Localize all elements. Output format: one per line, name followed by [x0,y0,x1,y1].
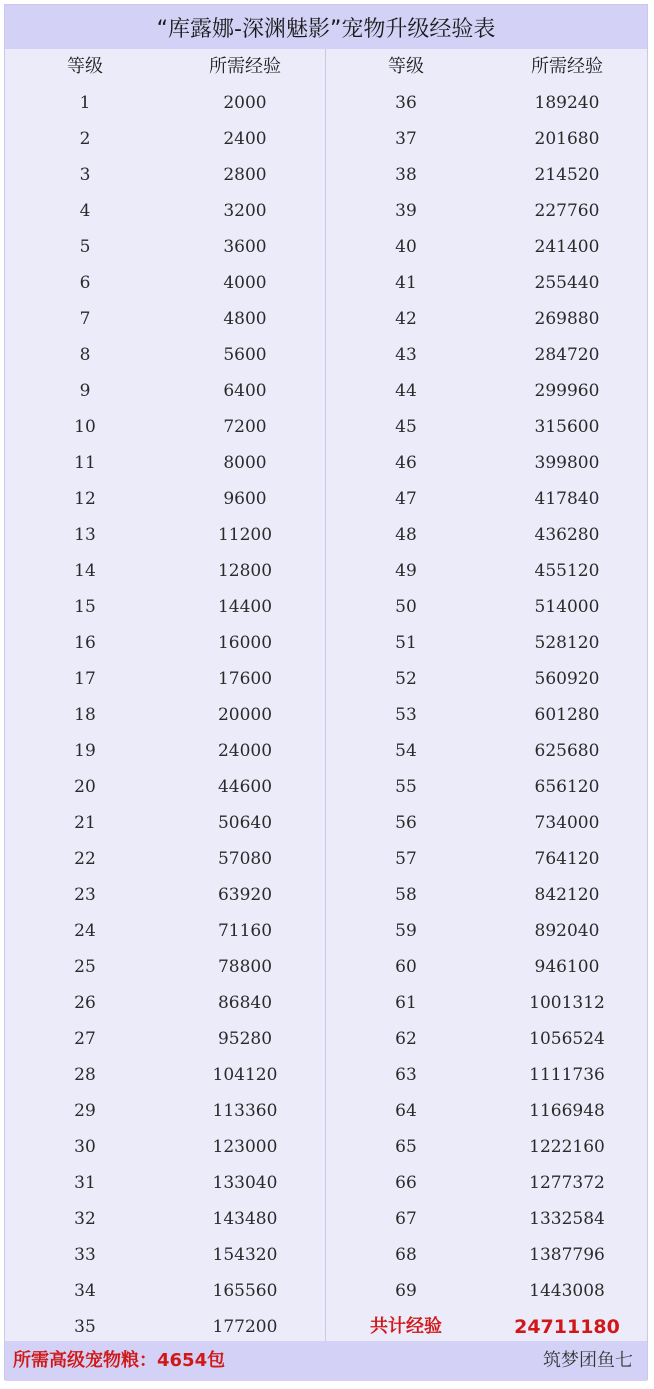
exp-cell: 417840 [534,489,600,509]
exp-cell: 133040 [212,1173,278,1193]
level-cell: 19 [74,741,96,761]
level-cell: 49 [395,561,417,581]
table-title: “库露娜-深渊魅影”宠物升级经验表 [5,5,647,49]
exp-cell: 143480 [212,1209,278,1229]
exp-cell: 241400 [534,237,600,257]
table-row [5,337,647,373]
level-cell: 34 [74,1281,96,1301]
level-cell: 25 [74,957,96,977]
level-cell: 68 [395,1245,417,1265]
exp-cell: 1056524 [529,1029,605,1049]
exp-cell: 177200 [212,1317,278,1337]
table-row [5,229,647,265]
table-row [5,589,647,625]
level-cell: 46 [395,453,417,473]
exp-cell: 113360 [212,1101,278,1121]
table-row [5,805,647,841]
exp-cell: 165560 [212,1281,278,1301]
level-cell: 18 [74,705,96,725]
level-cell: 2 [79,129,91,149]
table-row [5,1237,647,1273]
level-cell: 29 [74,1101,96,1121]
table-row [5,481,647,517]
exp-cell: 44600 [217,777,273,797]
header-exp-left: 所需经验 [209,56,281,77]
exp-cell: 892040 [534,921,600,941]
table-row [5,661,647,697]
level-cell: 62 [395,1029,417,1049]
footer-bar [5,1341,647,1381]
exp-cell: 95280 [217,1029,273,1049]
level-cell: 38 [395,165,417,185]
table-row [5,301,647,337]
level-cell: 21 [74,813,96,833]
exp-cell: 17600 [217,669,273,689]
total-exp-value: 24711180 [514,1316,620,1338]
level-cell: 57 [395,849,417,869]
exp-cell: 399800 [534,453,600,473]
exp-cell: 560920 [534,669,600,689]
level-cell: 3 [79,165,91,185]
table-row [5,517,647,553]
level-cell: 16 [74,633,96,653]
table-row [5,1201,647,1237]
exp-cell: 1166948 [529,1101,605,1121]
level-cell: 14 [74,561,96,581]
level-cell: 15 [74,597,96,617]
exp-cell: 315600 [534,417,600,437]
table-row [5,949,647,985]
table-row [5,625,647,661]
level-cell: 28 [74,1065,96,1085]
exp-cell: 514000 [534,597,600,617]
exp-cell: 14400 [217,597,273,617]
level-cell: 59 [395,921,417,941]
level-cell: 51 [395,633,417,653]
exp-cell: 154320 [212,1245,278,1265]
level-cell: 23 [74,885,96,905]
level-cell: 67 [395,1209,417,1229]
exp-cell: 71160 [217,921,273,941]
exp-cell: 764120 [534,849,600,869]
exp-cell: 1277372 [529,1173,605,1193]
level-cell: 11 [74,453,96,473]
exp-cell: 201680 [534,129,600,149]
level-cell: 10 [74,417,96,437]
exp-cell: 269880 [534,309,600,329]
exp-cell: 4000 [223,273,267,293]
exp-cell: 11200 [217,525,273,545]
level-cell: 22 [74,849,96,869]
exp-cell: 601280 [534,705,600,725]
level-cell: 35 [74,1317,96,1337]
table-row [5,1057,647,1093]
exp-cell: 20000 [217,705,273,725]
table-row [5,193,647,229]
exp-cell: 6400 [223,381,267,401]
level-cell: 8 [79,345,91,365]
level-cell: 47 [395,489,417,509]
exp-cell: 528120 [534,633,600,653]
level-cell: 26 [74,993,96,1013]
exp-cell: 299960 [534,381,600,401]
level-cell: 6 [79,273,91,293]
exp-cell: 63920 [217,885,273,905]
exp-cell: 1001312 [529,993,605,1013]
exp-cell: 734000 [534,813,600,833]
level-cell: 44 [395,381,417,401]
level-cell: 64 [395,1101,417,1121]
level-cell: 31 [74,1173,96,1193]
table-row [5,373,647,409]
level-cell: 1 [79,93,91,113]
level-cell: 9 [79,381,91,401]
level-cell: 55 [395,777,417,797]
level-cell: 33 [74,1245,96,1265]
level-cell: 32 [74,1209,96,1229]
level-cell: 37 [395,129,417,149]
table-row [5,877,647,913]
level-cell: 54 [395,741,417,761]
level-cell: 50 [395,597,417,617]
table-row [5,1165,647,1201]
level-cell: 42 [395,309,417,329]
level-cell: 45 [395,417,417,437]
header-level-left: 等级 [67,56,103,77]
exp-cell: 189240 [534,93,600,113]
exp-cell: 2400 [223,129,267,149]
level-cell: 58 [395,885,417,905]
table-row [5,769,647,805]
level-cell: 5 [79,237,91,257]
level-cell: 13 [74,525,96,545]
table-row [5,1021,647,1057]
header-level-right: 等级 [388,56,424,77]
table-row [5,157,647,193]
exp-cell: 104120 [212,1065,278,1085]
level-cell: 53 [395,705,417,725]
exp-cell: 656120 [534,777,600,797]
level-cell: 20 [74,777,96,797]
exp-cell: 946100 [534,957,600,977]
level-cell: 7 [79,309,91,329]
exp-cell: 1222160 [529,1137,605,1157]
level-cell: 69 [395,1281,417,1301]
exp-cell: 9600 [223,489,267,509]
exp-cell: 2800 [223,165,267,185]
level-cell: 30 [74,1137,96,1157]
exp-cell: 1443008 [529,1281,605,1301]
header-exp-right: 所需经验 [531,56,603,77]
level-cell: 66 [395,1173,417,1193]
total-exp-label: 共计经验 [370,1316,442,1337]
exp-cell: 455120 [534,561,600,581]
level-cell: 56 [395,813,417,833]
table-row [5,409,647,445]
exp-cell: 123000 [212,1137,278,1157]
exp-cell: 1332584 [529,1209,605,1229]
level-cell: 27 [74,1029,96,1049]
level-cell: 65 [395,1137,417,1157]
exp-cell: 12800 [217,561,273,581]
table-row [5,1309,647,1345]
table-row [5,553,647,589]
level-cell: 41 [395,273,417,293]
level-cell: 61 [395,993,417,1013]
exp-cell: 3600 [223,237,267,257]
exp-cell: 255440 [534,273,600,293]
level-cell: 4 [79,201,91,221]
level-cell: 60 [395,957,417,977]
table-row [5,985,647,1021]
exp-cell: 842120 [534,885,600,905]
exp-cell: 436280 [534,525,600,545]
exp-cell: 3200 [223,201,267,221]
author-credit: 筑梦团鱼七 [543,1350,633,1371]
exp-cell: 284720 [534,345,600,365]
exp-cell: 78800 [217,957,273,977]
table-row [5,697,647,733]
exp-cell: 625680 [534,741,600,761]
exp-cell: 1111736 [529,1065,605,1085]
table-row [5,1093,647,1129]
exp-cell: 2000 [223,93,267,113]
exp-cell: 86840 [217,993,273,1013]
level-cell: 36 [395,93,417,113]
exp-cell: 4800 [223,309,267,329]
exp-cell: 8000 [223,453,267,473]
exp-cell: 57080 [217,849,273,869]
exp-cell: 50640 [217,813,273,833]
level-cell: 17 [74,669,96,689]
exp-cell: 24000 [217,741,273,761]
exp-cell: 214520 [534,165,600,185]
level-cell: 63 [395,1065,417,1085]
level-cell: 52 [395,669,417,689]
table-row [5,841,647,877]
level-cell: 24 [74,921,96,941]
table-row [5,445,647,481]
pet-food-note: 所需高级宠物粮：4654包 [13,1350,226,1371]
table-row [5,265,647,301]
table-row [5,733,647,769]
level-cell: 12 [74,489,96,509]
table-row [5,121,647,157]
level-cell: 39 [395,201,417,221]
exp-table [4,4,648,1380]
table-row [5,1129,647,1165]
level-cell: 43 [395,345,417,365]
table-row [5,1273,647,1309]
level-cell: 40 [395,237,417,257]
table-header-row [5,49,647,85]
level-cell: 48 [395,525,417,545]
exp-cell: 7200 [223,417,267,437]
table-row [5,913,647,949]
exp-cell: 227760 [534,201,600,221]
exp-cell: 5600 [223,345,267,365]
exp-cell: 1387796 [529,1245,605,1265]
table-row [5,85,647,121]
exp-cell: 16000 [217,633,273,653]
